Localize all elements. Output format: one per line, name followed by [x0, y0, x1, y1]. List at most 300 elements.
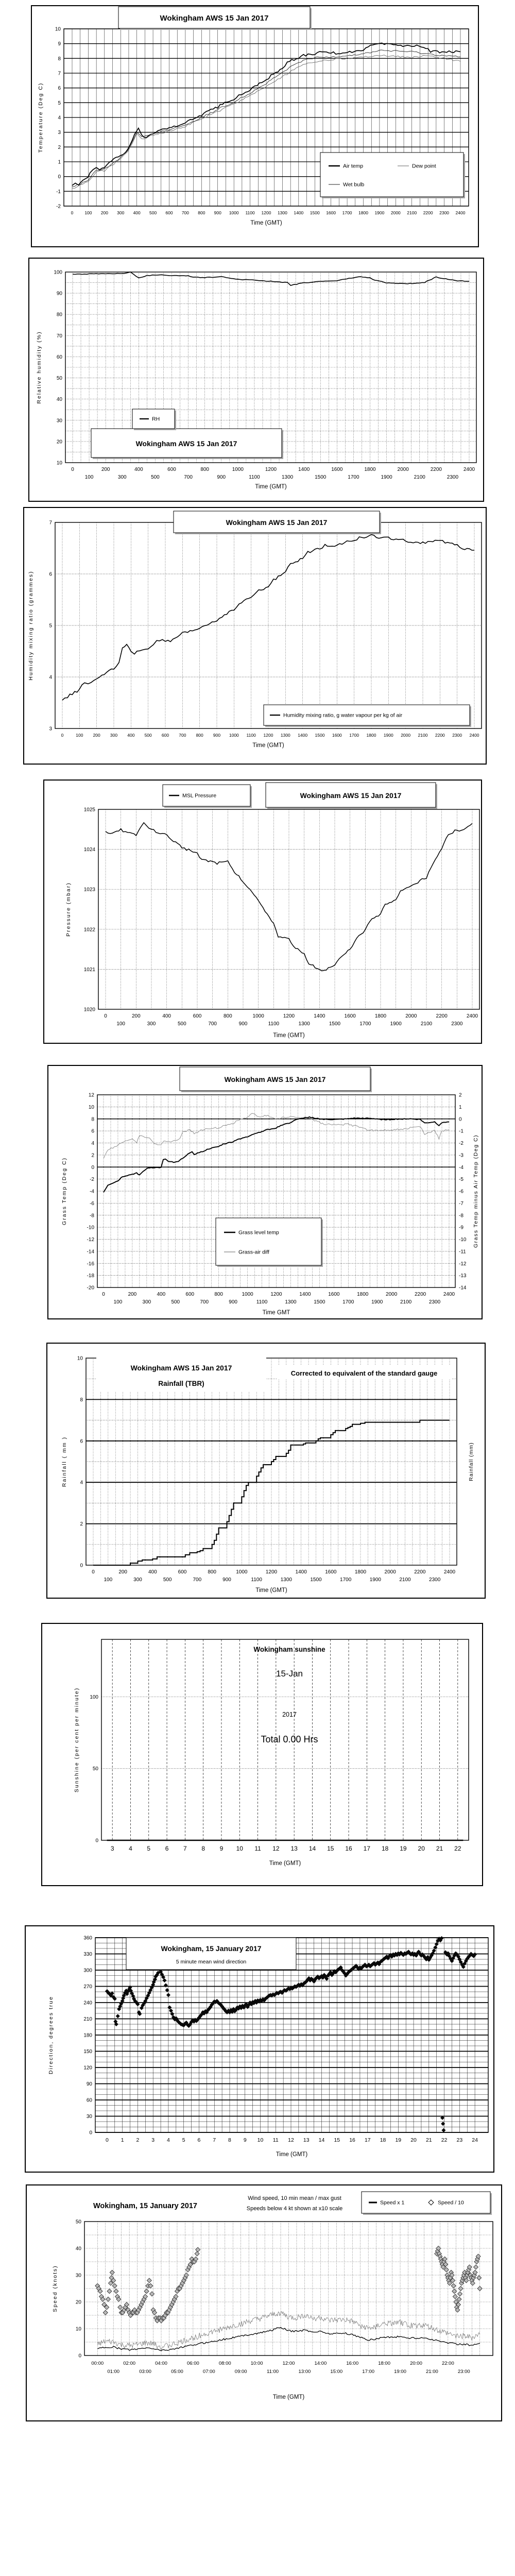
wind-direction-ytick: 360 [83, 1935, 92, 1941]
relative-humidity-xtick: 2400 [463, 467, 475, 472]
rainfall-y2-axis-title: Rainfall (mm) [468, 1442, 474, 1481]
relative-humidity-label: Wokingham AWS 15 Jan 2017 [135, 439, 237, 448]
relative-humidity-xtick: 1700 [348, 474, 359, 480]
wind-direction-xtick: 6 [197, 2137, 201, 2143]
grass-temperature-xtick: 500 [171, 1299, 180, 1305]
temperature-y-axis-title: Temperature (Deg C) [38, 82, 44, 153]
temperature-ytick: 9 [58, 41, 61, 47]
rainfall-xtick: 1700 [340, 1577, 352, 1583]
humidity-mixing-ratio-ytick: 4 [49, 674, 52, 681]
wind-direction-ytick: 30 [86, 2114, 92, 2120]
humidity-mixing-ratio-xtick: 1800 [366, 733, 376, 738]
humidity-mixing-ratio-xtick: 1300 [280, 733, 290, 738]
wind-speed-label: Wokingham, 15 January 2017 [93, 2202, 198, 2210]
wind-speed-x-axis-title: Time (GMT) [272, 2394, 305, 2400]
wind-speed-point [451, 2283, 456, 2288]
wind-speed-point [150, 2292, 154, 2296]
temperature-ytick: 0 [58, 174, 61, 180]
grass-temperature-xtick: 2400 [443, 1292, 455, 1297]
wind-speed-point [195, 2251, 199, 2256]
temperature-xtick: 1200 [261, 210, 271, 215]
humidity-mixing-ratio-chart [24, 508, 486, 764]
wind-speed-xtick: 22:00 [441, 2361, 454, 2366]
grass-temperature-series-0 [104, 1113, 449, 1159]
grass-temperature-y2tick: -6 [459, 1189, 464, 1195]
wind-speed-point [458, 2292, 462, 2296]
grass-temperature-label: Wokingham AWS 15 Jan 2017 [224, 1075, 326, 1083]
wind-speed-point [458, 2286, 463, 2291]
wind-speed-xtick: 06:00 [186, 2361, 199, 2366]
grass-temperature-y2tick: -14 [459, 1285, 467, 1291]
temperature-xtick: 1000 [229, 210, 239, 215]
grass-temperature-xtick: 200 [128, 1292, 137, 1297]
temperature-ytick: -2 [56, 204, 61, 210]
grass-temperature-y2tick: 0 [459, 1116, 462, 1123]
wind-speed-label: Wind speed, 10 min mean / max gust [248, 2195, 341, 2201]
sunshine-xtick: 14 [308, 1845, 316, 1852]
relative-humidity-xtick: 700 [184, 474, 193, 480]
temperature-x-axis-title: Time (GMT) [250, 220, 282, 226]
sunshine-xtick: 15 [327, 1845, 334, 1852]
wind-direction-xtick: 20 [410, 2137, 417, 2143]
wind-speed-xtick: 16:00 [346, 2361, 359, 2366]
wind-direction-xtick: 16 [349, 2137, 355, 2143]
wind-direction-xtick: 23 [456, 2137, 463, 2143]
msl-pressure-ytick: 1023 [83, 887, 95, 893]
grass-temperature-ytick: -14 [87, 1249, 94, 1255]
temperature-xtick: 1600 [326, 210, 336, 215]
sunshine-xtick: 13 [290, 1845, 298, 1852]
humidity-mixing-ratio-label: Wokingham AWS 15 Jan 2017 [226, 518, 328, 527]
temperature-ytick: 7 [58, 71, 61, 77]
rainfall-ytick: 6 [80, 1438, 83, 1445]
msl-pressure-legend-label: MSL Pressure [182, 792, 217, 799]
grass-temperature-ytick: 6 [91, 1128, 94, 1134]
temperature-xtick: 400 [133, 210, 141, 215]
relative-humidity-ytick: 100 [54, 269, 62, 276]
relative-humidity-xtick: 2300 [447, 474, 459, 480]
msl-pressure-xtick: 0 [104, 1013, 107, 1019]
temperature-xtick: 2000 [390, 210, 401, 215]
humidity-mixing-ratio-xtick: 1900 [383, 733, 393, 738]
rainfall-xtick: 2200 [414, 1569, 426, 1575]
relative-humidity-panel [28, 258, 484, 502]
grass-temperature-xtick: 1900 [371, 1299, 383, 1305]
grass-temperature-y-axis-title: Grass Temp (Deg C) [61, 1157, 67, 1226]
rainfall-xtick: 2300 [429, 1577, 441, 1583]
wind-speed-xtick: 13:00 [298, 2369, 311, 2375]
humidity-mixing-ratio-xtick: 1100 [246, 733, 256, 738]
wind-direction-xtick: 1 [121, 2137, 124, 2143]
wind-speed-xtick: 14:00 [314, 2361, 327, 2366]
wind-direction-ytick: 300 [83, 1968, 92, 1974]
humidity-mixing-ratio-series-0 [62, 535, 474, 700]
wind-speed-xtick: 10:00 [250, 2361, 263, 2366]
msl-pressure-x-axis-title: Time (GMT) [273, 1032, 305, 1039]
grass-temperature-xtick: 600 [185, 1292, 195, 1297]
relative-humidity-xtick: 900 [217, 474, 226, 480]
relative-humidity-ytick: 10 [56, 460, 62, 466]
grass-temperature-xtick: 1500 [314, 1299, 325, 1305]
relative-humidity-ytick: 80 [56, 312, 62, 318]
wind-direction-xtick: 19 [395, 2137, 402, 2143]
sunshine-xtick: 8 [201, 1845, 205, 1852]
humidity-mixing-ratio-xtick: 2100 [418, 733, 428, 738]
wind-direction-y-axis-title: Direction, degrees true [48, 1995, 54, 2075]
msl-pressure-ytick: 1025 [83, 807, 95, 813]
wind-direction-xtick: 18 [380, 2137, 386, 2143]
grass-temperature-y2tick: -1 [459, 1128, 464, 1134]
relative-humidity-xtick: 400 [134, 467, 143, 472]
rainfall-panel [46, 1343, 486, 1599]
relative-humidity-xtick: 800 [200, 467, 210, 472]
humidity-mixing-ratio-xtick: 1400 [298, 733, 308, 738]
sunshine-ytick: 50 [92, 1766, 98, 1772]
grass-temperature-xtick: 0 [102, 1292, 105, 1297]
grass-temperature-ytick: 4 [91, 1141, 94, 1146]
grass-temperature-ytick: -2 [90, 1177, 94, 1183]
msl-pressure-xtick: 2200 [436, 1013, 448, 1019]
msl-pressure-ytick: 1024 [83, 847, 95, 853]
humidity-mixing-ratio-xtick: 2300 [452, 733, 462, 738]
wind-speed-point [477, 2276, 482, 2280]
grass-temperature-xtick: 2000 [386, 1292, 398, 1297]
temperature-xtick: 1400 [294, 210, 304, 215]
msl-pressure-xtick: 1900 [390, 1021, 402, 1027]
humidity-mixing-ratio-xtick: 2400 [469, 733, 479, 738]
temperature-xtick: 1500 [310, 210, 320, 215]
wind-speed-xtick: 18:00 [378, 2361, 391, 2366]
rainfall-xtick: 0 [92, 1569, 95, 1575]
sunshine-xtick: 3 [110, 1845, 114, 1852]
relative-humidity-xtick: 600 [167, 467, 176, 472]
wind-direction-label: Wokingham, 15 January 2017 [161, 1944, 262, 1953]
sunshine-xtick: 5 [147, 1845, 151, 1852]
relative-humidity-ytick: 30 [56, 418, 62, 424]
temperature-xtick: 900 [214, 210, 221, 215]
relative-humidity-xtick: 1200 [265, 467, 277, 472]
msl-pressure-xtick: 2300 [451, 1021, 463, 1027]
grass-temperature-ytick: -12 [87, 1237, 94, 1243]
wind-direction-point [166, 1993, 170, 1997]
temperature-panel [31, 5, 479, 247]
wind-speed-point [477, 2286, 482, 2291]
msl-pressure-chart [44, 781, 481, 1043]
wind-direction-point [442, 2128, 445, 2132]
humidity-mixing-ratio-xtick: 900 [213, 733, 221, 738]
temperature-xtick: 200 [100, 210, 108, 215]
grass-temperature-xtick: 100 [113, 1299, 123, 1305]
wind-speed-xtick: 07:00 [202, 2369, 215, 2375]
wind-speed-point [473, 2265, 478, 2269]
relative-humidity-xtick: 2200 [430, 467, 442, 472]
rainfall-xtick: 1200 [265, 1569, 278, 1575]
grass-temperature-xtick: 1600 [328, 1292, 340, 1297]
grass-temperature-ytick: 0 [91, 1164, 94, 1171]
msl-pressure-xtick: 1200 [283, 1013, 295, 1019]
wind-direction-xtick: 8 [228, 2137, 231, 2143]
wind-speed-point [110, 2270, 114, 2275]
humidity-mixing-ratio-ytick: 3 [49, 726, 52, 732]
msl-pressure-xtick: 800 [223, 1013, 232, 1019]
relative-humidity-ytick: 50 [56, 376, 62, 382]
wind-direction-xtick: 13 [303, 2137, 310, 2143]
grass-temperature-series-1 [104, 1117, 449, 1193]
grass-temperature-x-axis-title: Time GMT [262, 1310, 290, 1316]
grass-temperature-y2tick: -8 [459, 1213, 464, 1219]
rainfall-xtick: 100 [104, 1577, 113, 1583]
rainfall-xtick: 1300 [280, 1577, 292, 1583]
wind-speed-xtick: 20:00 [410, 2361, 422, 2366]
wind-speed-label: Speeds below 4 kt shown at x10 scale [246, 2206, 343, 2212]
grass-temperature-ytick: 10 [88, 1104, 94, 1110]
wind-speed-xtick: 02:00 [123, 2361, 136, 2366]
grass-temperature-y2tick: 2 [459, 1092, 462, 1098]
humidity-mixing-ratio-xtick: 2000 [401, 733, 411, 738]
wind-direction-xtick: 14 [318, 2137, 325, 2143]
msl-pressure-xtick: 1100 [268, 1021, 280, 1027]
relative-humidity-chart [29, 259, 483, 501]
sunshine-xtick: 19 [400, 1845, 407, 1852]
sunshine-xtick: 18 [381, 1845, 389, 1852]
wind-direction-ytick: 60 [86, 2097, 92, 2104]
msl-pressure-xtick: 1400 [314, 1013, 325, 1019]
sunshine-x-axis-title: Time (GMT) [269, 1860, 301, 1867]
wind-speed-xtick: 19:00 [394, 2369, 406, 2375]
wind-direction-ytick: 0 [89, 2130, 92, 2136]
temperature-ytick: 1 [58, 159, 61, 165]
grass-temperature-ytick: -4 [90, 1189, 94, 1195]
relative-humidity-xtick: 100 [84, 474, 94, 480]
grass-temperature-y2tick: -5 [459, 1177, 464, 1183]
grass-temperature-xtick: 1000 [242, 1292, 253, 1297]
relative-humidity-xtick: 200 [101, 467, 110, 472]
wind-direction-ytick: 240 [83, 2000, 92, 2006]
msl-pressure-panel [43, 779, 482, 1044]
msl-pressure-xtick: 1600 [344, 1013, 356, 1019]
sunshine-ytick: 100 [90, 1694, 98, 1700]
grass-temperature-ytick: 2 [91, 1153, 94, 1159]
rainfall-ytick: 10 [77, 1355, 83, 1362]
grass-temperature-xtick: 700 [200, 1299, 209, 1305]
grass-temperature-y2tick: -12 [459, 1261, 467, 1267]
msl-pressure-xtick: 600 [193, 1013, 202, 1019]
rainfall-x-axis-title: Time (GMT) [255, 1587, 287, 1594]
humidity-mixing-ratio-ytick: 5 [49, 623, 52, 629]
rainfall-xtick: 1400 [295, 1569, 307, 1575]
msl-pressure-xtick: 900 [238, 1021, 248, 1027]
rainfall-label: Corrected to equivalent of the standard gauge [290, 1369, 438, 1377]
temperature-xtick: 1300 [277, 210, 287, 215]
temperature-xtick: 2100 [407, 210, 417, 215]
wind-speed-y-axis-title: Speed (knots) [52, 2265, 58, 2312]
wind-speed-point [106, 2297, 111, 2301]
sunshine-xtick: 9 [219, 1845, 224, 1852]
humidity-mixing-ratio-panel [23, 507, 487, 765]
temperature-xtick: 600 [165, 210, 173, 215]
relative-humidity-xtick: 1300 [281, 474, 294, 480]
temperature-xtick: 2200 [423, 210, 433, 215]
grass-temperature-ytick: -16 [87, 1261, 94, 1267]
msl-pressure-xtick: 1300 [298, 1021, 310, 1027]
temperature-ytick: 4 [58, 115, 61, 121]
wind-direction-xtick: 21 [425, 2137, 432, 2143]
rainfall-label: Wokingham AWS 15 Jan 2017 [130, 1364, 232, 1372]
grass-temperature-xtick: 900 [229, 1299, 237, 1305]
msl-pressure-xtick: 2400 [466, 1013, 478, 1019]
humidity-mixing-ratio-xtick: 400 [127, 733, 135, 738]
relative-humidity-ytick: 70 [56, 333, 62, 339]
rainfall-xtick: 700 [193, 1577, 202, 1583]
rainfall-xtick: 900 [222, 1577, 231, 1583]
wind-direction-xtick: 9 [243, 2137, 247, 2143]
temperature-xtick: 1900 [374, 210, 385, 215]
humidity-mixing-ratio-xtick: 200 [93, 733, 100, 738]
msl-pressure-xtick: 1800 [374, 1013, 387, 1019]
grass-temperature-xtick: 1300 [285, 1299, 297, 1305]
wind-direction-chart [26, 1926, 493, 2172]
grass-temperature-ytick: -6 [90, 1200, 94, 1207]
temperature-xtick: 800 [198, 210, 205, 215]
wind-speed-legend-label: Speed x 1 [380, 2199, 405, 2206]
temperature-xtick: 0 [71, 210, 74, 215]
grass-temperature-y2tick: -11 [459, 1249, 466, 1255]
rainfall-ytick: 8 [80, 1397, 83, 1403]
grass-temperature-ytick: -20 [87, 1285, 94, 1291]
relative-humidity-xtick: 500 [151, 474, 160, 480]
wind-direction-xtick: 5 [182, 2137, 185, 2143]
wind-speed-point [114, 2289, 118, 2294]
temperature-ytick: 3 [58, 130, 61, 136]
sunshine-xtick: 21 [436, 1845, 443, 1852]
grass-temperature-y2tick: -4 [459, 1164, 464, 1171]
grass-temperature-ytick: -10 [87, 1225, 94, 1231]
grass-temperature-ytick: -8 [90, 1213, 94, 1219]
wind-direction-ytick: 180 [83, 2032, 92, 2039]
wind-direction-xtick: 10 [257, 2137, 264, 2143]
sunshine-label: 15-Jan [276, 1669, 303, 1679]
msl-pressure-xtick: 2000 [405, 1013, 417, 1019]
msl-pressure-xtick: 200 [131, 1013, 141, 1019]
temperature-xtick: 1800 [358, 210, 368, 215]
rainfall-xtick: 2000 [384, 1569, 396, 1575]
relative-humidity-xtick: 1800 [364, 467, 376, 472]
wind-direction-xtick: 17 [364, 2137, 371, 2143]
rainfall-xtick: 500 [163, 1577, 172, 1583]
relative-humidity-y-axis-title: Relative humidity (%) [36, 331, 42, 404]
relative-humidity-xtick: 2000 [397, 467, 409, 472]
wind-speed-chart [27, 2185, 501, 2420]
temperature-xtick: 1700 [342, 210, 352, 215]
wind-speed-xtick: 08:00 [218, 2361, 231, 2366]
wind-direction-x-axis-title: Time (GMT) [276, 2151, 308, 2158]
humidity-mixing-ratio-xtick: 1200 [263, 733, 273, 738]
wind-direction-ytick: 330 [83, 1952, 92, 1957]
wind-direction-xtick: 3 [151, 2137, 155, 2143]
relative-humidity-x-axis-title: Time (GMT) [255, 484, 287, 490]
rainfall-xtick: 1800 [354, 1569, 367, 1575]
temperature-ytick: 2 [58, 144, 61, 150]
humidity-mixing-ratio-ytick: 6 [49, 571, 52, 578]
humidity-mixing-ratio-xtick: 300 [110, 733, 118, 738]
relative-humidity-xtick: 1400 [298, 467, 310, 472]
humidity-mixing-ratio-xtick: 0 [61, 733, 64, 738]
relative-humidity-legend-label: RH [152, 416, 160, 422]
wind-direction-xtick: 24 [472, 2137, 478, 2143]
relative-humidity-ytick: 60 [56, 354, 62, 360]
temperature-legend-label: Air temp [343, 163, 364, 170]
humidity-mixing-ratio-x-axis-title: Time (GMT) [252, 742, 284, 749]
wind-direction-point [116, 2014, 119, 2018]
wind-speed-panel [26, 2184, 502, 2421]
temperature-ytick: -1 [56, 189, 61, 195]
msl-pressure-xtick: 1500 [329, 1021, 341, 1027]
sunshine-ytick: 0 [95, 1838, 98, 1844]
wind-speed-xtick: 01:00 [107, 2369, 120, 2375]
temperature-xtick: 2400 [455, 210, 466, 215]
msl-pressure-ytick: 1022 [83, 927, 95, 933]
grass-temperature-ytick: -18 [87, 1273, 94, 1279]
temperature-chart [32, 6, 478, 246]
rainfall-xtick: 300 [133, 1577, 142, 1583]
relative-humidity-xtick: 1100 [249, 474, 260, 480]
grass-temperature-xtick: 1800 [357, 1292, 369, 1297]
wind-direction-ytick: 90 [86, 2081, 92, 2087]
relative-humidity-xtick: 1900 [381, 474, 392, 480]
humidity-mixing-ratio-xtick: 600 [161, 733, 169, 738]
wind-direction-label: 5 minute mean wind direction [176, 1959, 247, 1965]
relative-humidity-xtick: 1600 [331, 467, 343, 472]
sunshine-xtick: 22 [454, 1845, 461, 1852]
grass-temperature-y2tick: -10 [459, 1237, 467, 1243]
wind-speed-ytick: 10 [75, 2326, 81, 2332]
sunshine-xtick: 11 [254, 1845, 261, 1852]
temperature-label: Wokingham AWS 15 Jan 2017 [160, 14, 269, 23]
rainfall-ytick: 4 [80, 1480, 83, 1486]
sunshine-chart [42, 1624, 482, 1885]
temperature-xtick: 500 [149, 210, 157, 215]
sunshine-y-axis-title: Sunshine (per cent per minute) [74, 1687, 80, 1793]
grass-temperature-y2-axis-title: Grass Temp minus Air Temp (Deg C) [473, 1134, 479, 1248]
wind-direction-xtick: 11 [272, 2137, 279, 2143]
grass-temperature-xtick: 2300 [428, 1299, 441, 1305]
rainfall-xtick: 1600 [325, 1569, 337, 1575]
grass-temperature-ytick: 8 [91, 1116, 94, 1123]
humidity-mixing-ratio-legend-label: Humidity mixing ratio, g water vapour per kg of air [283, 712, 403, 719]
rainfall-y-axis-title: Rainfall ( mm ) [61, 1436, 67, 1487]
wind-direction-xtick: 15 [334, 2137, 340, 2143]
rainfall-label: Rainfall (TBR) [158, 1380, 204, 1387]
wind-direction-ytick: 270 [83, 1984, 92, 1990]
rainfall-ytick: 2 [80, 1521, 83, 1528]
wind-speed-ytick: 0 [78, 2353, 81, 2359]
wind-speed-point [457, 2297, 461, 2301]
temperature-xtick: 1100 [245, 210, 255, 215]
msl-pressure-xtick: 100 [116, 1021, 126, 1027]
sunshine-xtick: 20 [418, 1845, 425, 1852]
wind-direction-xtick: 12 [288, 2137, 294, 2143]
temperature-xtick: 700 [181, 210, 190, 215]
grass-temperature-xtick: 400 [157, 1292, 166, 1297]
humidity-mixing-ratio-xtick: 800 [196, 733, 203, 738]
msl-pressure-xtick: 300 [147, 1021, 156, 1027]
msl-pressure-ytick: 1020 [83, 1007, 95, 1013]
rainfall-ytick: 0 [80, 1563, 83, 1569]
grass-temperature-y2tick: -9 [459, 1225, 464, 1231]
grass-temperature-panel [47, 1065, 483, 1319]
humidity-mixing-ratio-xtick: 1000 [229, 733, 239, 738]
humidity-mixing-ratio-xtick: 700 [179, 733, 186, 738]
